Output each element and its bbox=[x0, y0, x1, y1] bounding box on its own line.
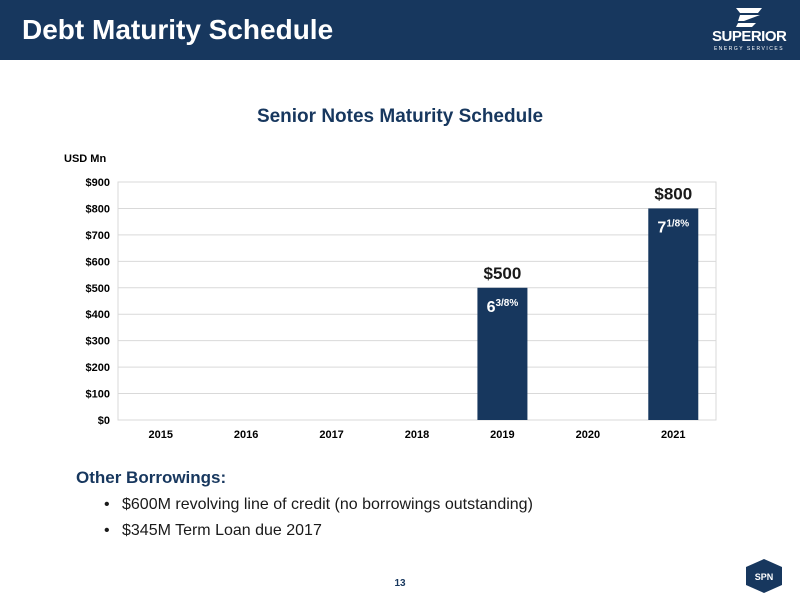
coupon-rate-label: $6^{3/8\%}$ bbox=[486, 297, 519, 316]
bullet-icon: • bbox=[104, 496, 110, 513]
list-item bbox=[104, 492, 533, 518]
logo-wordmark: SUPERIOR bbox=[712, 28, 787, 45]
spn-badge bbox=[744, 558, 784, 594]
maturity-bar-chart bbox=[0, 140, 800, 450]
y-tick-label: $400 bbox=[85, 309, 110, 322]
data-label: $800 bbox=[654, 184, 693, 204]
plot-area bbox=[118, 182, 716, 420]
page-title: Debt Maturity Schedule bbox=[22, 14, 334, 45]
y-tick-label: $700 bbox=[85, 229, 110, 242]
y-tick-label: $0 bbox=[97, 415, 110, 427]
x-tick-label: 2020 bbox=[575, 429, 601, 441]
list-item-text: $345M Term Loan due 2017 bbox=[122, 522, 322, 539]
x-tick-label: 2018 bbox=[404, 429, 430, 441]
logo-emblem-icon bbox=[734, 6, 764, 28]
y-tick-label: $100 bbox=[85, 388, 110, 401]
other-borrowings-heading: Other Borrowings: bbox=[76, 468, 227, 487]
x-tick-label: 2019 bbox=[490, 429, 515, 441]
page-number: 13 bbox=[394, 578, 406, 589]
y-axis-label: USD Mn bbox=[64, 153, 107, 165]
y-tick-label: $900 bbox=[85, 177, 110, 189]
x-tick-label: 2021 bbox=[661, 429, 686, 441]
y-tick-label: $600 bbox=[85, 256, 110, 269]
bullet-icon: • bbox=[104, 522, 110, 539]
other-borrowings-list bbox=[104, 492, 533, 544]
y-tick-label: $500 bbox=[85, 282, 110, 295]
list-item-text: $600M revolving line of credit (no borrowings outstanding) bbox=[122, 496, 533, 513]
y-tick-label: $200 bbox=[85, 362, 110, 375]
header-bar bbox=[0, 0, 800, 60]
badge-text: SPN bbox=[754, 572, 774, 582]
y-tick-label: $300 bbox=[85, 335, 110, 348]
y-tick-label: $800 bbox=[85, 203, 110, 216]
list-item bbox=[104, 518, 533, 544]
data-label: $500 bbox=[483, 263, 522, 283]
bar bbox=[648, 208, 698, 420]
x-tick-label: 2017 bbox=[319, 429, 344, 441]
x-tick-label: 2015 bbox=[148, 429, 173, 441]
superior-logo bbox=[712, 6, 786, 56]
chart-title: Senior Notes Maturity Schedule bbox=[256, 106, 544, 127]
x-tick-label: 2016 bbox=[233, 429, 259, 441]
coupon-rate-label: $7^{1/8\%}$ bbox=[657, 218, 690, 237]
logo-tagline: ENERGY SERVICES bbox=[713, 46, 785, 52]
